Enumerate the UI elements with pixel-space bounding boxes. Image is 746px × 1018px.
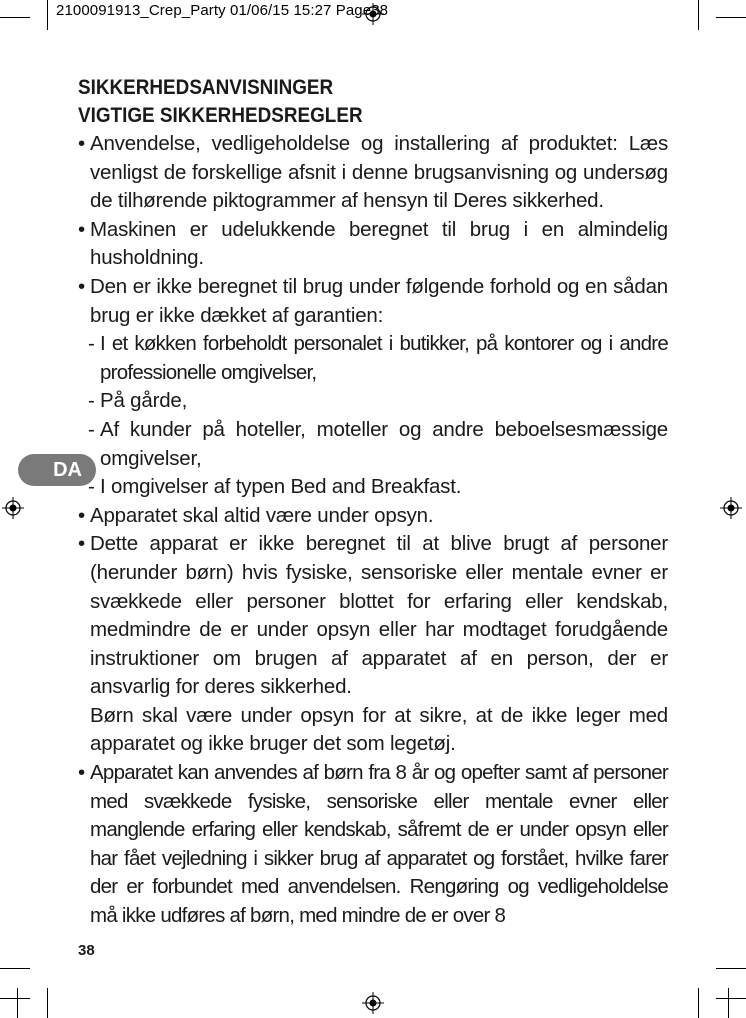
bullet-icon: • xyxy=(78,217,85,241)
crop-mark xyxy=(716,17,746,18)
list-item xyxy=(78,130,668,216)
registration-mark-icon xyxy=(2,497,24,519)
list-item xyxy=(78,530,668,702)
list-item xyxy=(78,759,668,931)
bullet-icon: • xyxy=(78,532,85,556)
sub-list-item-text: Af kunder på hoteller, moteller og andre beboelsesmæssige omgivelser, xyxy=(100,417,668,470)
list-item-text: Anvendelse, vedligeholdelse og installering af produktet: Læs venligst de forskellige afsnit i denne brugsanvisning og undersøg de tilhørende piktogrammer af hensyn til Deres sikkerhed. xyxy=(90,132,668,213)
dash-icon: - xyxy=(88,332,95,356)
sub-list-item xyxy=(78,387,668,416)
language-tab: DA xyxy=(18,454,96,486)
bullet-icon: • xyxy=(78,503,85,527)
crop-mark xyxy=(716,998,746,999)
safety-instructions xyxy=(78,74,668,931)
crop-mark xyxy=(17,988,18,1018)
dash-icon: - xyxy=(88,417,95,441)
sub-list-item xyxy=(78,330,668,387)
dash-icon: - xyxy=(88,389,95,413)
crop-mark xyxy=(0,968,30,969)
list-item xyxy=(78,216,668,273)
crop-mark xyxy=(47,988,48,1018)
bullet-icon: • xyxy=(78,274,85,298)
bullet-icon: • xyxy=(78,761,85,785)
page-number: 38 xyxy=(78,942,95,959)
list-item-text: Den er ikke beregnet til brug under følgende forhold og en sådan brug er ikke dækket af garantien: xyxy=(90,274,668,327)
dash-icon: - xyxy=(88,475,95,499)
print-slug: 2100091913_Crep_Party 01/06/15 15:27 Page38 xyxy=(56,2,389,19)
section-title: SIKKERHEDSANVISNINGER xyxy=(78,76,334,99)
list-item-text: Apparatet skal altid være under opsyn. xyxy=(90,503,434,527)
sub-list-item xyxy=(78,416,668,473)
sub-list-item xyxy=(78,473,668,502)
list-item xyxy=(78,273,668,330)
section-subtitle: VIGTIGE SIKKERHEDSREGLER xyxy=(78,104,363,127)
sub-list-item-text: I et køkken forbeholdt personalet i butikker, på kontorer og i andre professionelle omgivelser, xyxy=(100,332,668,384)
paragraph: Børn skal være under opsyn for at sikre, at de ikke leger med apparatet og ikke bruger det som legetøj. xyxy=(90,703,668,756)
sub-list-item-text: I omgivelser af typen Bed and Breakfast. xyxy=(100,475,462,499)
list-item-text: Apparatet kan anvendes af børn fra 8 år og opefter samt af personer med svækkede fysiske, sensoriske eller mentale evner eller manglende erfaring eller kendskab, såfremt de er under opsyn eller har fået vejledning i sikker brug af apparatet og forstået, hvilke farer der er forbundet med anvendelsen. Rengøring og vedligeholdelse må ikke udføres af børn, med mindre de er over 8 xyxy=(90,761,668,928)
list-item-text: Maskinen er udelukkende beregnet til brug i en almindelig husholdning. xyxy=(90,217,668,270)
sub-list-item-text: På gårde, xyxy=(100,389,188,413)
crop-mark xyxy=(0,17,30,18)
registration-mark-icon xyxy=(362,992,384,1014)
registration-mark-icon xyxy=(720,497,742,519)
bullet-icon: • xyxy=(78,132,85,155)
list-item xyxy=(78,502,668,531)
list-item-text: Dette apparat er ikke beregnet til at blive brugt af personer (herunder børn) hvis fysiske, sensoriske eller mentale evner er svækkede eller personer blottet for erfaring eller kendskab, medmindre de er under opsyn eller har modtaget forudgående instruktioner om brugen af apparatet af en person, der er ansvarlig for deres sikkerhed. xyxy=(90,532,668,699)
crop-mark xyxy=(728,988,729,1018)
crop-mark xyxy=(716,968,746,969)
crop-mark xyxy=(698,988,699,1018)
crop-mark xyxy=(698,0,699,30)
crop-mark xyxy=(0,998,30,999)
crop-mark xyxy=(47,0,48,30)
